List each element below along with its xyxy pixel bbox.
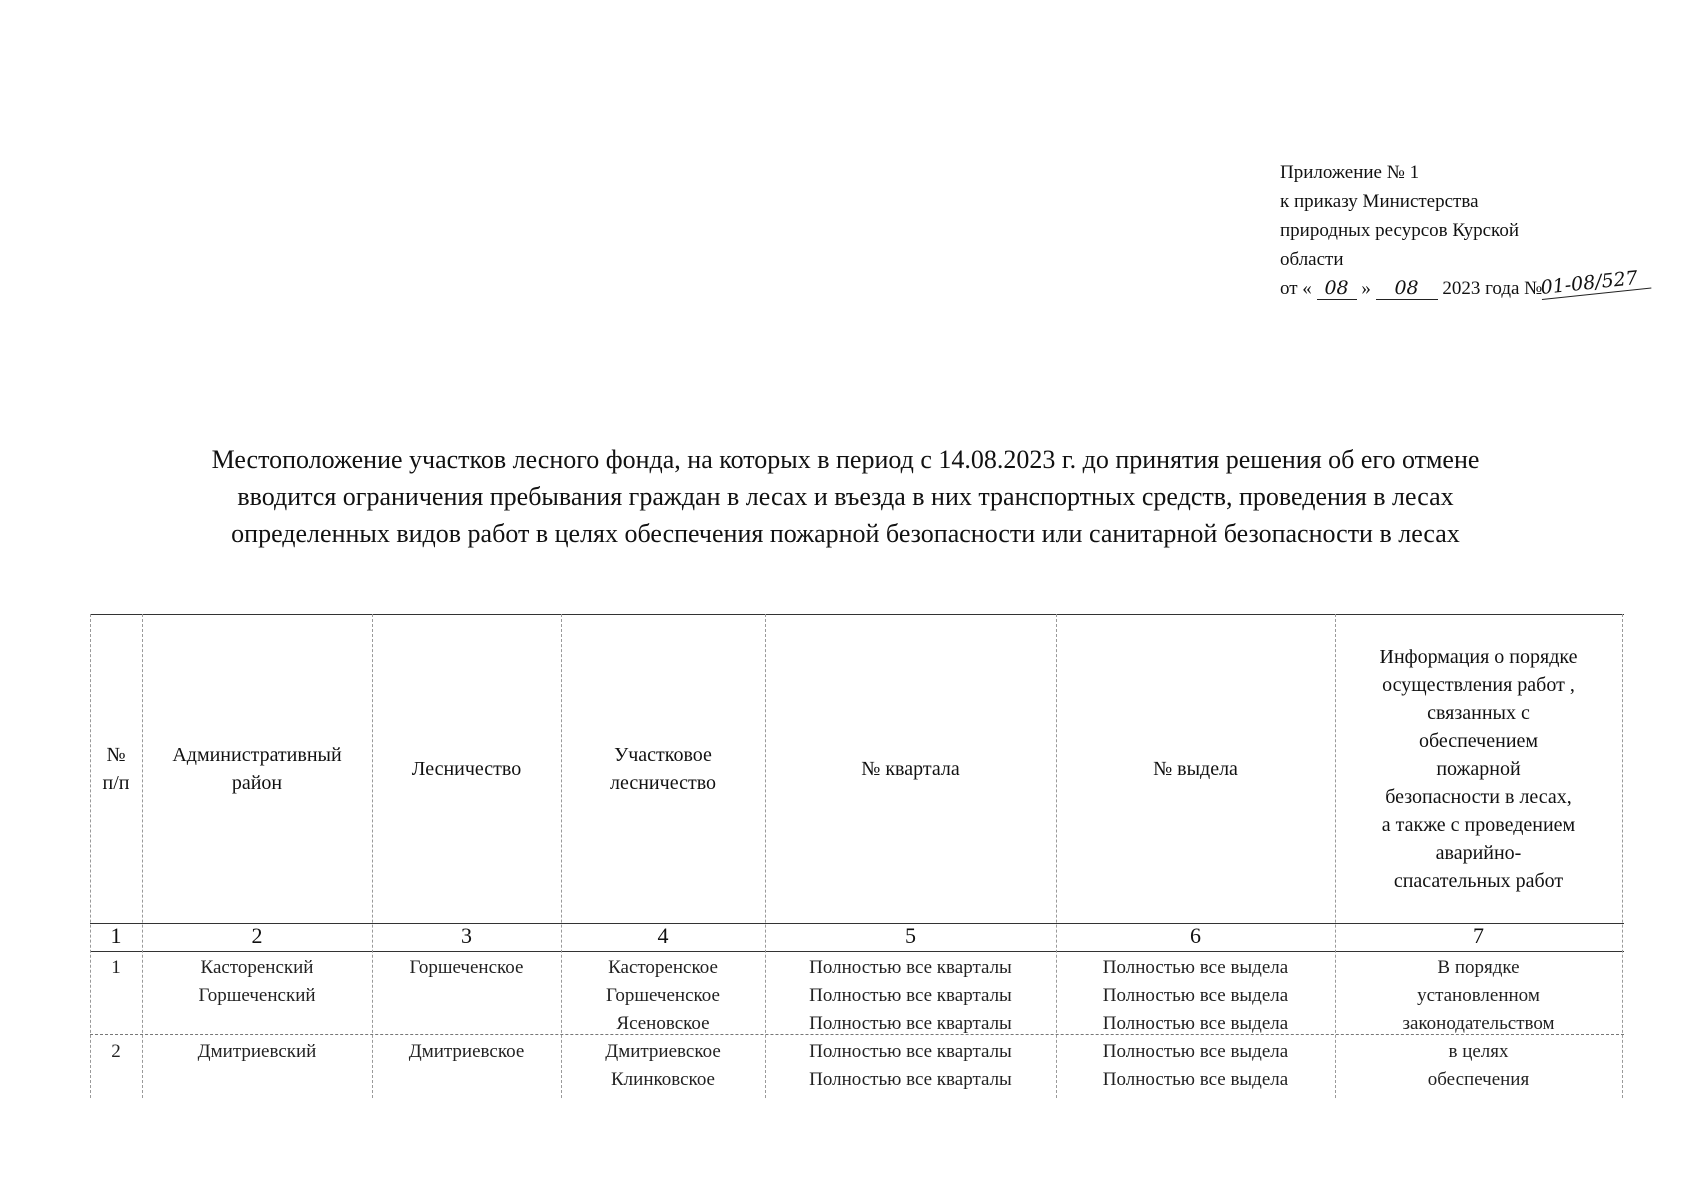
row-4-number: 2	[111, 1041, 121, 1062]
header-info-text: Информация о порядке осуществления работ , связанных с обеспечением пожарной безопасности в лесах, а также с проведением аварийно-спасательных работ	[1379, 645, 1578, 892]
row-4-district: Дмитриевский	[197, 1041, 317, 1062]
col-number-2: 2	[251, 923, 263, 948]
row-1-info: В порядке	[1437, 957, 1520, 978]
appendix-line-3: природных ресурсов Курской	[1280, 220, 1519, 241]
col-number-3: 3	[461, 923, 472, 948]
row-1-allotment: Полностью все выдела	[1102, 957, 1289, 978]
header-info	[1335, 614, 1622, 923]
header-forestry	[372, 614, 561, 923]
col-number-1: 1	[110, 923, 122, 948]
header-number-line-2: п/п	[102, 771, 130, 794]
row-5-info: обеспечения	[1427, 1069, 1530, 1090]
row-2-quarter: Полностью все кварталы	[809, 985, 1012, 1006]
appendix-line-2: к приказу Министерства	[1280, 191, 1479, 212]
col-number-4: 4	[657, 923, 669, 948]
header-district-line-1: Административный	[172, 743, 342, 766]
forest-table	[90, 614, 1624, 1098]
row-3-info: законодательством	[1402, 1013, 1555, 1034]
col-number-7: 7	[1473, 923, 1484, 948]
order-number: 01-08/527	[1540, 266, 1652, 300]
header-forestry-text: Лесничество	[411, 757, 522, 780]
row-4-forestry: Дмитриевское	[408, 1041, 525, 1062]
row-5-allotment: Полностью все выдела	[1102, 1069, 1289, 1090]
header-local-line-1: Участковое	[614, 743, 712, 766]
row-4-quarter: Полностью все кварталы	[809, 1041, 1012, 1062]
header-district	[142, 614, 372, 923]
document-title	[0, 441, 1691, 552]
row-1-number: 1	[111, 957, 121, 978]
header-local-forestry	[561, 614, 765, 923]
header-allotment-text: № выдела	[1153, 757, 1238, 780]
row-2-allotment: Полностью все выдела	[1102, 985, 1289, 1006]
row-1-quarter: Полностью все кварталы	[809, 957, 1012, 978]
date-day: 08	[1317, 277, 1357, 300]
row-1-forestry: Горшеченское	[409, 957, 524, 978]
date-mid: »	[1361, 278, 1371, 299]
row-1-local: Касторенское	[608, 957, 718, 978]
row-2-district: Горшеченский	[198, 985, 316, 1006]
row-5-quarter: Полностью все кварталы	[809, 1069, 1012, 1090]
row-5-local: Клинковское	[611, 1069, 715, 1090]
appendix-line-4: области	[1280, 249, 1344, 270]
col-number-5: 5	[905, 923, 916, 948]
date-year: 2023 года №	[1442, 278, 1543, 299]
row-2-local: Горшеченское	[606, 985, 720, 1006]
row-4-allotment: Полностью все выдела	[1102, 1041, 1289, 1062]
row-4-local: Дмитриевское	[605, 1041, 721, 1062]
row-4-info: в целях	[1448, 1041, 1509, 1062]
col-number-6: 6	[1190, 923, 1201, 948]
appendix-line-1: Приложение № 1	[1280, 162, 1420, 183]
appendix-block	[1280, 158, 1680, 303]
row-2-info: установленном	[1417, 985, 1540, 1006]
numbers-bottom-border	[90, 951, 1624, 952]
date-prefix: от «	[1280, 278, 1312, 299]
title-line-1: Местоположение участков лесного фонда, на которых в период с 14.08.2023 г. до принятия решения об его отмене	[211, 445, 1480, 474]
header-allotment	[1056, 614, 1335, 923]
header-number	[90, 614, 142, 923]
header-local-line-2: лесничество	[610, 771, 716, 794]
row-3-local: Ясеновское	[616, 1013, 710, 1034]
header-number-line-1: №	[106, 743, 126, 766]
title-line-3: определенных видов работ в целях обеспечения пожарной безопасности или санитарной безопасности в лесах	[231, 519, 1460, 548]
col-border-7	[1622, 614, 1623, 1098]
header-quarter-text: № квартала	[861, 757, 960, 780]
header-quarter	[765, 614, 1056, 923]
row-3-allotment: Полностью все выдела	[1102, 1013, 1289, 1034]
row-1-district: Касторенский	[200, 957, 314, 978]
title-line-2: вводится ограничения пребывания граждан в лесах и въезда в них транспортных средств, проведения в лесах	[237, 482, 1454, 511]
header-district-line-2: район	[231, 771, 283, 794]
date-month: 08	[1376, 277, 1438, 300]
row-3-quarter: Полностью все кварталы	[809, 1013, 1012, 1034]
appendix-date-line	[1280, 266, 1680, 303]
